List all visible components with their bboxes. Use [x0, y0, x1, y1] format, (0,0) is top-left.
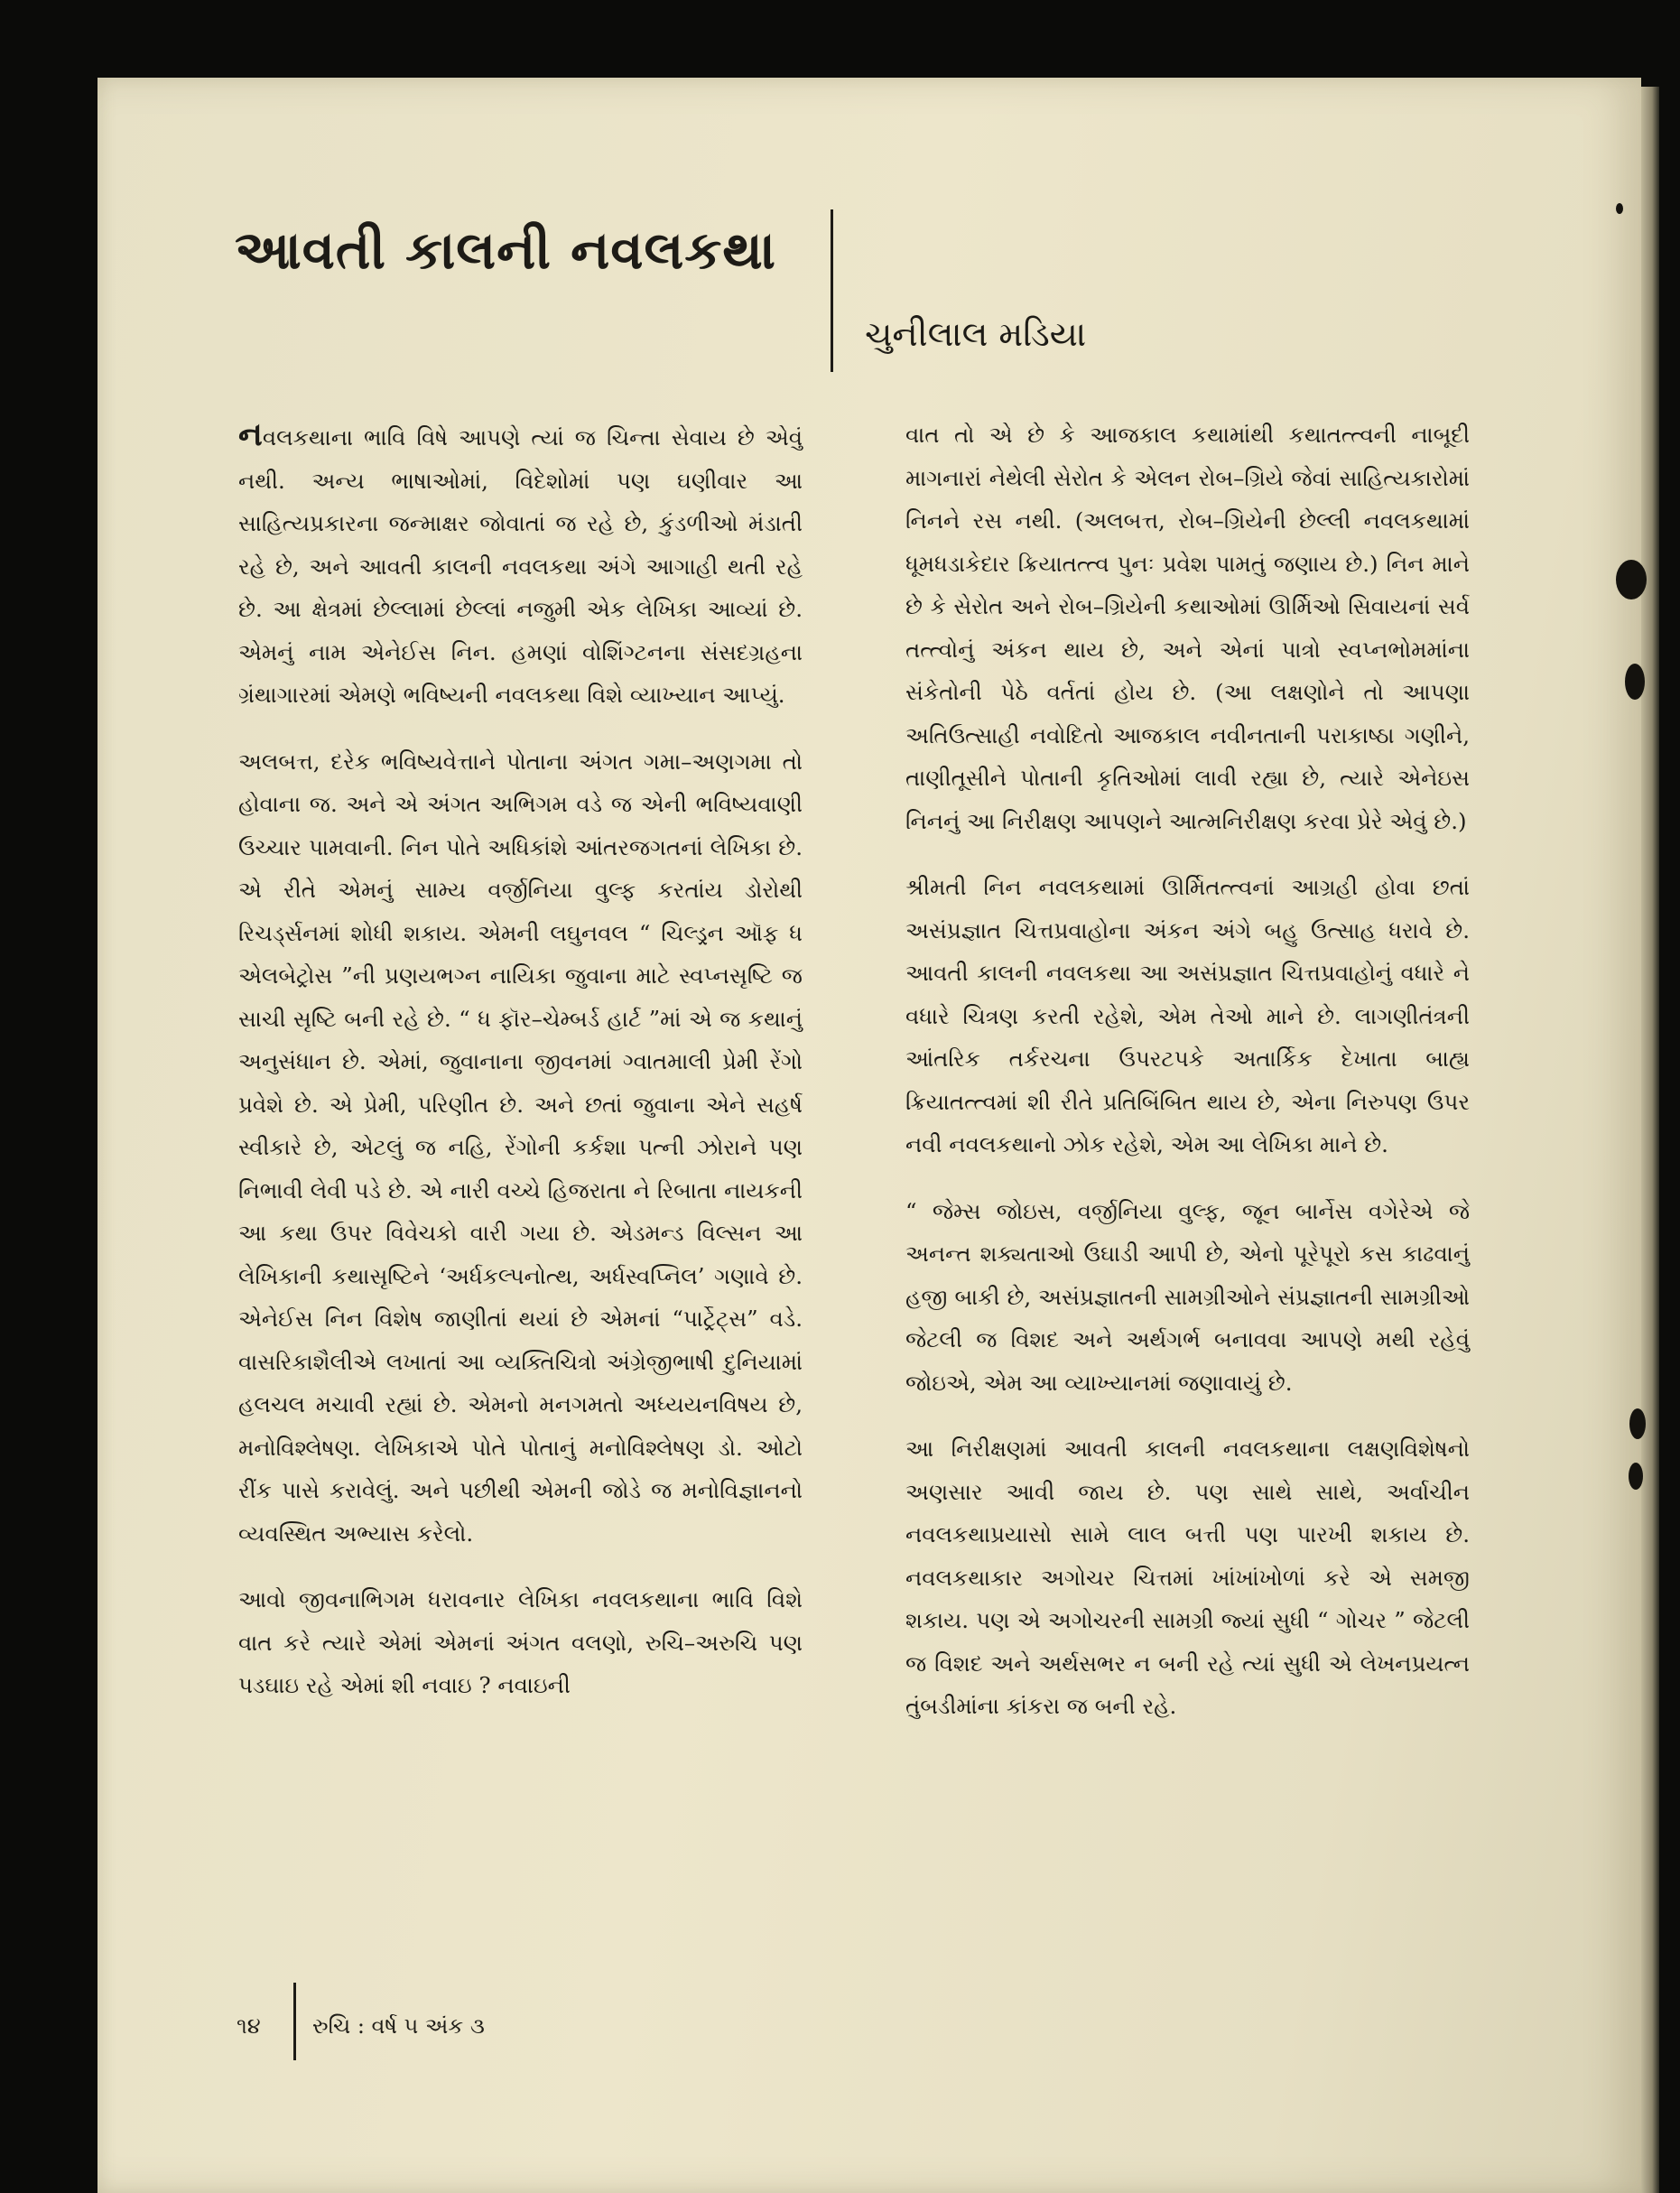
- ink-blot: [1616, 560, 1647, 599]
- drop-cap: ન: [238, 415, 263, 453]
- ink-blot: [1616, 203, 1623, 214]
- title-divider: [831, 209, 833, 372]
- text-column-left: [238, 414, 803, 1707]
- footer-divider: [293, 1983, 296, 2060]
- ink-blot: [1625, 664, 1645, 700]
- ink-blot: [1629, 1408, 1646, 1439]
- article-author: ચુનીલાલ મડિયા: [865, 314, 1087, 354]
- page-number: ૧૪: [237, 2013, 261, 2039]
- paragraph: આ નિરીક્ષણમાં આવતી કાલની નવલકથાના લક્ષણવિશેષનો અણસાર આવી જાય છે. પણ સાથે સાથે, અર્વાચીન નવલકથાપ્રયાસો સામે લાલ બત્તી પણ પારખી શકાય છે. નવલકથાકાર અગોચર ચિત્તમાં ખાંખાંખોળાં કરે એ સમજી શકાય. પણ એ અગોચરની સામગ્રી જ્યાં સુધી “ ગોચર ” જેટલી જ વિશદ અને અર્થસભર ન બની રહે ત્યાં સુધી એ લેખનપ્રયત્ન તુંબડીમાંના કાંકરા જ બની રહે.: [905, 1436, 1470, 1719]
- paragraph: [238, 414, 803, 717]
- paragraph-text: વલકથાના ભાવિ વિષે આપણે ત્યાં જ ચિન્તા સેવાય છે એવું નથી. અન્ય ભાષાઓમાં, વિદેશોમાં પણ ઘણીવાર આ સાહિત્યપ્રકારના જન્માક્ષર જોવાતાં જ રહે છે, કુંડળીઓ મંડાતી રહે છે, અને આવતી કાલની નવલકથા અંગે આગાહી થતી રહે છે. આ ક્ષેત્રમાં છેલ્લામાં છેલ્લાં નજુમી એક લેખિકા આવ્યાં છે. એમનું નામ એનેઈસ નિન. હમણાં વોશિંગ્ટનના સંસદગ્રહના ગ્રંથાગારમાં એમણે ભવિષ્યની નવલકથા વિશે વ્યાખ્યાન આપ્યું.: [238, 424, 803, 708]
- paragraph: “ જેમ્સ જોઇસ, વર્જીનિયા વુલ્ફ, જૂન બાર્નેસ વગેરેએ જે અનન્ત શક્યતાઓ ઉઘાડી આપી છે, એનો પૂરેપૂરો કસ કાઢવાનું હજી બાકી છે, અસંપ્રજ્ઞાતની સામગ્રીઓને સંપ્રજ્ઞાતની સામગ્રીઓ જેટલી જ વિશદ અને અર્થગર્ભ બનાવવા આપણે મથી રહેવું જોઇએ, એમ આ વ્યાખ્યાનમાં જણાવાયું છે.: [905, 1197, 1470, 1396]
- paragraph: આવો જીવનાભિગમ ધરાવનાર લેખિકા નવલકથાના ભાવિ વિશે વાત કરે ત્યારે એમાં એમનાં અંગત વલણો, રુચિ–અરુચિ પણ પડઘાઇ રહે એમાં શી નવાઇ ? નવાઇની: [238, 1586, 803, 1698]
- paragraph: વાત તો એ છે કે આજકાલ કથામાંથી કથાતત્ત્વની નાબૂદી માગનારાં નેથેલી સેરોત કે એલન રોબ–ગ્રિયે જેવાં સાહિત્યકારોમાં નિનને રસ નથી. (અલબત્ત, રોબ–ગ્રિયેની છેલ્લી નવલકથામાં ધૂમધડાકેદાર ક્રિયાતત્ત્વ પુનઃ પ્રવેશ પામતું જણાય છે.) નિન માને છે કે સેરોત અને રોબ–ગ્રિયેની કથાઓમાં ઊર્મિઓ સિવાયનાં સર્વ તત્ત્વોનું અંકન થાય છે, અને એનાં પાત્રો સ્વપ્નભોમમાંના સંકેતોની પેઠે વર્તતાં હોય છે. (આ લક્ષણોને તો આપણા અતિઉત્સાહી નવોદિતો આજકાલ નવીનતાની પરાકાષ્ઠા ગણીને, તાણીતૂસીને પોતાની કૃતિઓમાં લાવી રહ્યા છે, ત્યારે એનેઇસ નિનનું આ નિરીક્ષણ આપણને આત્મનિરીક્ષણ કરવા પ્રેરે એવું છે.): [905, 422, 1470, 834]
- article-title: આવતી કાલની નવલકથા: [235, 219, 776, 281]
- paragraph: શ્રીમતી નિન નવલકથામાં ઊર્મિતત્ત્વનાં આગ્રહી હોવા છતાં અસંપ્રજ્ઞાત ચિત્તપ્રવાહોના અંકન અંગે બહુ ઉત્સાહ ધરાવે છે. આવતી કાલની નવલકથા આ અસંપ્રજ્ઞાત ચિત્તપ્રવાહોનું વધારે ને વધારે ચિત્રણ કરતી રહેશે, એમ તેઓ માને છે. લાગણીતંત્રની આંતરિક તર્કરચના ઉપરટપકે અતાર્કિક દેખાતા બાહ્ય ક્રિયાતત્ત્વમાં શી રીતે પ્રતિબિંબિત થાય છે, એના નિરુપણ ઉપર નવી નવલકથાનો ઝોક રહેશે, એમ આ લેખિકા માને છે.: [905, 874, 1470, 1157]
- ink-blot: [1629, 1463, 1643, 1490]
- paragraph: અલબત્ત, દરેક ભવિષ્યવેત્તાને પોતાના અંગત ગમા–અણગમા તો હોવાના જ. અને એ અંગત અભિગમ વડે જ એની ભવિષ્યવાણી ઉચ્ચાર પામવાની. નિન પોતે અધિકાંશે આંતરજગતનાં લેખિકા છે. એ રીતે એમનું સામ્ય વર્જીનિયા વુલ્ફ કરતાંય ડોરોથી રિચર્ડ્સનમાં શોધી શકાય. એમની લઘુનવલ “ ચિલ્ડ્રન ઑફ ધ એલબેટ્રોસ ”ની પ્રણયભગ્ન નાયિકા જુવાના માટે સ્વપ્નસૃષ્ટિ જ સાચી સૃષ્ટિ બની રહે છે. “ ધ ફૉર–ચેમ્બર્ડ હાર્ટ ”માં એ જ કથાનું અનુસંધાન છે. એમાં, જુવાનાના જીવનમાં ગ્વાતમાલી પ્રેમી રેંગો પ્રવેશે છે. એ પ્રેમી, પરિણીત છે. અને છતાં જુવાના એને સહર્ષ સ્વીકારે છે, એટલું જ નહિ, રેંગોની કર્કશા પત્ની ઝોરાને પણ નિભાવી લેવી પડે છે. એ નારી વચ્ચે હિજરાતા ને રિબાતા નાયકની આ કથા ઉપર વિવેચકો વારી ગયા છે. એડમન્ડ વિલ્સન આ લેખિકાની કથાસૃષ્ટિને ‘અર્ધકલ્પનોત્થ, અર્ધસ્વપ્નિલ’ ગણાવે છે. એનેઈસ નિન વિશેષ જાણીતાં થયાં છે એમનાં “પાર્ટ્રેટ્સ” વડે. વાસરિકાશૈલીએ લખાતાં આ વ્યક્તિચિત્રો અંગ્રેજીભાષી દુનિયામાં હલચલ મચાવી રહ્યાં છે. એમનો મનગમતો અધ્યયનવિષય છે, મનોવિશ્લેષણ. લેખિકાએ પોતે પોતાનું મનોવિશ્લેષણ ડો. ઓટો રીંક પાસે કરાવેલું. અને પછીથી એમની જોડે જ મનોવિજ્ઞાનનો વ્યવસ્થિત અભ્યાસ કરેલો.: [238, 748, 803, 1547]
- text-column-right: [905, 414, 1470, 1728]
- adjacent-page-edge: [1641, 87, 1659, 2193]
- publication-info: રુચિ : વર્ષ ૫ અંક ૩: [312, 2013, 485, 2039]
